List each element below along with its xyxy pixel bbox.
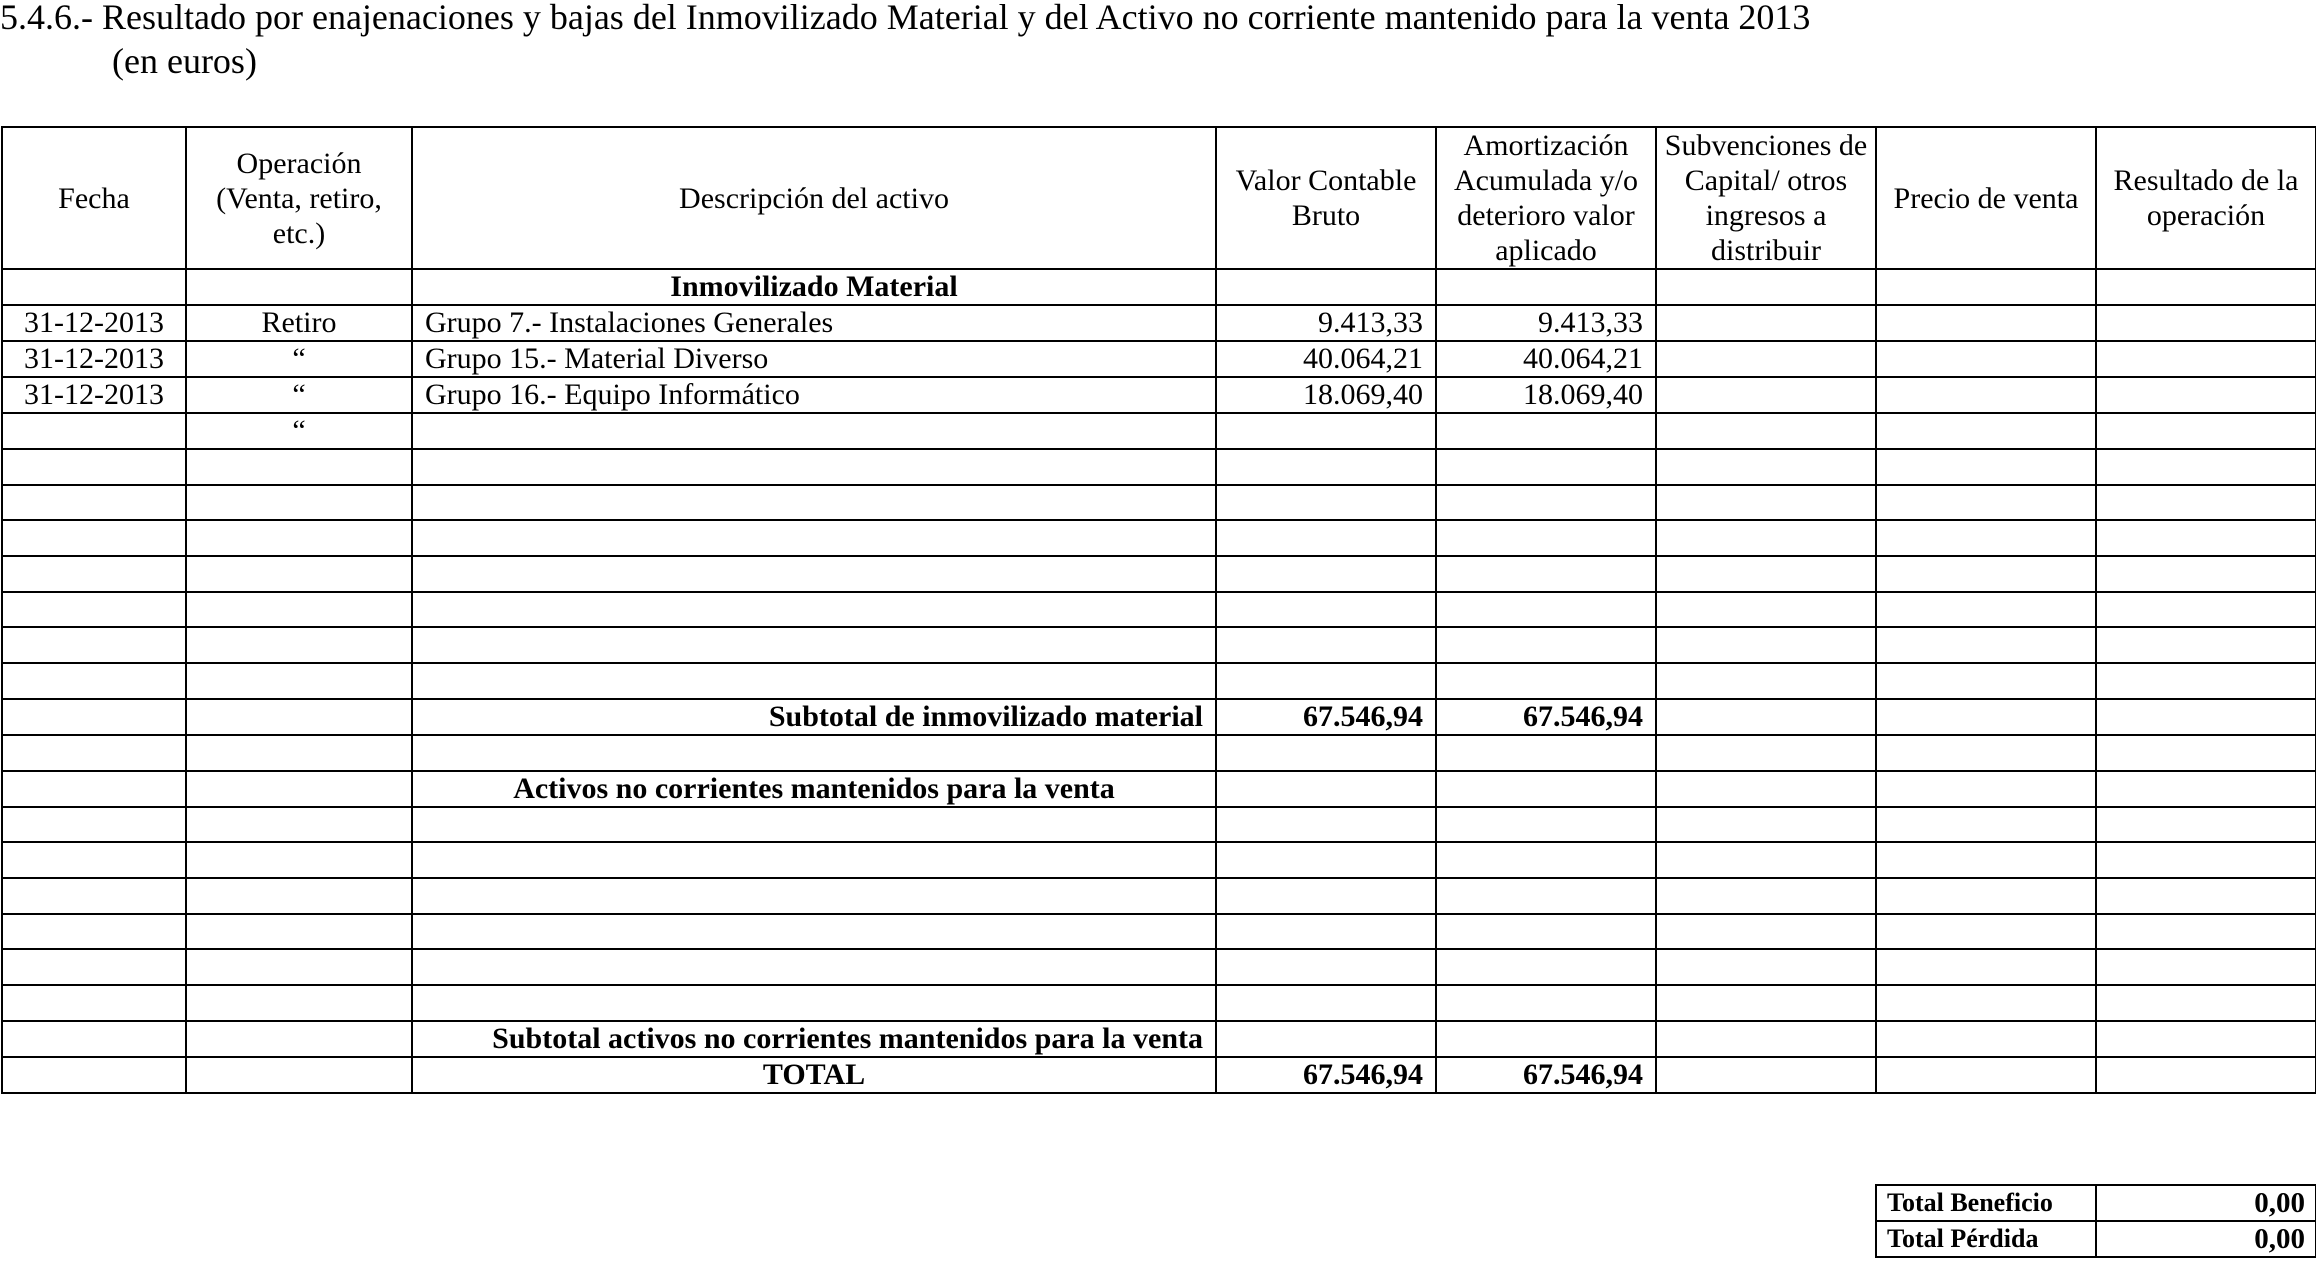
cell-operacion	[186, 1057, 412, 1093]
cell-subvenciones	[1656, 699, 1876, 735]
cell-fecha	[2, 771, 186, 807]
cell-precio-venta	[1876, 914, 2096, 950]
cell-fecha	[2, 1021, 186, 1057]
cell-descripcion	[412, 735, 1216, 771]
cell-amortizacion	[1436, 807, 1656, 843]
cell-subvenciones	[1656, 305, 1876, 341]
cell-fecha	[2, 949, 186, 985]
cell-valor-contable	[1216, 520, 1436, 556]
cell-amortizacion: 9.413,33	[1436, 305, 1656, 341]
cell-precio-venta	[1876, 1021, 2096, 1057]
cell-descripcion	[412, 449, 1216, 485]
cell-valor-contable	[1216, 592, 1436, 628]
page-title: 5.4.6.- Resultado por enajenaciones y bajas del Inmovilizado Material y del Activo no corriente mantenido para la venta 2013	[0, 0, 1811, 37]
cell-amortizacion	[1436, 413, 1656, 449]
cell-fecha: 31-12-2013	[2, 341, 186, 377]
cell-fecha	[2, 485, 186, 521]
cell-fecha	[2, 985, 186, 1021]
cell-fecha	[2, 699, 186, 735]
cell-descripcion: Grupo 16.- Equipo Informático	[412, 377, 1216, 413]
cell-resultado	[2096, 807, 2316, 843]
cell-precio-venta	[1876, 771, 2096, 807]
cell-operacion	[186, 627, 412, 663]
cell-fecha	[2, 413, 186, 449]
table-row	[2, 592, 2316, 628]
cell-amortizacion	[1436, 985, 1656, 1021]
table-row	[2, 520, 2316, 556]
cell-fecha	[2, 269, 186, 305]
cell-operacion	[186, 449, 412, 485]
cell-resultado	[2096, 305, 2316, 341]
cell-precio-venta	[1876, 269, 2096, 305]
cell-amortizacion	[1436, 520, 1656, 556]
cell-resultado	[2096, 377, 2316, 413]
cell-resultado	[2096, 878, 2316, 914]
cell-amortizacion	[1436, 269, 1656, 305]
table-row	[2, 735, 2316, 771]
cell-valor-contable	[1216, 985, 1436, 1021]
cell-precio-venta	[1876, 520, 2096, 556]
cell-descripcion: Grupo 7.- Instalaciones Generales	[412, 305, 1216, 341]
cell-resultado	[2096, 1021, 2316, 1057]
cell-descripcion	[412, 985, 1216, 1021]
cell-amortizacion	[1436, 735, 1656, 771]
cell-amortizacion	[1436, 663, 1656, 699]
cell-fecha	[2, 1057, 186, 1093]
total-beneficio-value: 0,00	[2096, 1185, 2316, 1221]
subtotal-row	[2, 1021, 2316, 1057]
cell-operacion	[186, 699, 412, 735]
cell-subvenciones	[1656, 485, 1876, 521]
cell-subvenciones	[1656, 807, 1876, 843]
cell-resultado	[2096, 842, 2316, 878]
table-row	[2, 627, 2316, 663]
cell-precio-venta	[1876, 807, 2096, 843]
cell-operacion	[186, 663, 412, 699]
cell-precio-venta	[1876, 878, 2096, 914]
cell-valor-contable	[1216, 878, 1436, 914]
cell-operacion	[186, 878, 412, 914]
cell-subvenciones	[1656, 985, 1876, 1021]
table-row	[2, 449, 2316, 485]
cell-amortizacion	[1436, 914, 1656, 950]
table-row	[2, 842, 2316, 878]
cell-valor-contable	[1216, 449, 1436, 485]
cell-operacion	[186, 592, 412, 628]
cell-valor-contable	[1216, 1021, 1436, 1057]
cell-resultado	[2096, 592, 2316, 628]
cell-resultado	[2096, 771, 2316, 807]
cell-descripcion: Subtotal activos no corrientes mantenidos para la venta	[412, 1021, 1216, 1057]
cell-amortizacion: 18.069,40	[1436, 377, 1656, 413]
cell-operacion	[186, 269, 412, 305]
cell-operacion	[186, 556, 412, 592]
cell-resultado	[2096, 914, 2316, 950]
cell-amortizacion	[1436, 556, 1656, 592]
cell-precio-venta	[1876, 699, 2096, 735]
header-amortizacion: Amortización Acumulada y/o deterioro valor aplicado	[1436, 127, 1656, 269]
cell-subvenciones	[1656, 520, 1876, 556]
cell-precio-venta	[1876, 413, 2096, 449]
cell-valor-contable	[1216, 413, 1436, 449]
cell-precio-venta	[1876, 985, 2096, 1021]
cell-amortizacion	[1436, 842, 1656, 878]
cell-resultado	[2096, 699, 2316, 735]
cell-valor-contable	[1216, 663, 1436, 699]
table-row	[2, 556, 2316, 592]
cell-valor-contable	[1216, 914, 1436, 950]
table-row	[2, 985, 2316, 1021]
cell-valor-contable	[1216, 735, 1436, 771]
cell-resultado	[2096, 1057, 2316, 1093]
cell-valor-contable: 9.413,33	[1216, 305, 1436, 341]
cell-operacion	[186, 842, 412, 878]
cell-operacion	[186, 985, 412, 1021]
cell-operacion: Retiro	[186, 305, 412, 341]
header-operacion: Operación (Venta, retiro, etc.)	[186, 127, 412, 269]
header-resultado: Resultado de la operación	[2096, 127, 2316, 269]
cell-descripcion	[412, 520, 1216, 556]
table-header-row	[2, 127, 2316, 269]
cell-valor-contable: 67.546,94	[1216, 1057, 1436, 1093]
table-row	[2, 413, 2316, 449]
cell-amortizacion	[1436, 878, 1656, 914]
disposals-table	[1, 126, 2316, 1094]
cell-resultado	[2096, 627, 2316, 663]
cell-amortizacion: 67.546,94	[1436, 1057, 1656, 1093]
cell-descripcion	[412, 878, 1216, 914]
table-row	[2, 949, 2316, 985]
cell-amortizacion: 67.546,94	[1436, 699, 1656, 735]
cell-subvenciones	[1656, 269, 1876, 305]
cell-precio-venta	[1876, 949, 2096, 985]
cell-precio-venta	[1876, 592, 2096, 628]
cell-precio-venta	[1876, 377, 2096, 413]
cell-amortizacion	[1436, 592, 1656, 628]
cell-fecha: 31-12-2013	[2, 305, 186, 341]
table-row	[2, 305, 2316, 341]
cell-valor-contable: 40.064,21	[1216, 341, 1436, 377]
cell-valor-contable	[1216, 627, 1436, 663]
total-perdida-label: Total Pérdida	[1876, 1221, 2096, 1257]
cell-operacion	[186, 520, 412, 556]
cell-precio-venta	[1876, 1057, 2096, 1093]
cell-precio-venta	[1876, 556, 2096, 592]
total-perdida-value: 0,00	[2096, 1221, 2316, 1257]
cell-descripcion: Inmovilizado Material	[412, 269, 1216, 305]
cell-descripcion	[412, 413, 1216, 449]
page-subtitle: (en euros)	[112, 41, 257, 81]
cell-operacion: “	[186, 377, 412, 413]
cell-subvenciones	[1656, 663, 1876, 699]
total-beneficio-label: Total Beneficio	[1876, 1185, 2096, 1221]
cell-resultado	[2096, 269, 2316, 305]
cell-resultado	[2096, 735, 2316, 771]
cell-valor-contable	[1216, 485, 1436, 521]
cell-operacion	[186, 914, 412, 950]
cell-fecha	[2, 627, 186, 663]
cell-descripcion	[412, 485, 1216, 521]
cell-descripcion	[412, 663, 1216, 699]
cell-valor-contable: 18.069,40	[1216, 377, 1436, 413]
cell-precio-venta	[1876, 842, 2096, 878]
cell-resultado	[2096, 341, 2316, 377]
cell-fecha	[2, 449, 186, 485]
cell-fecha	[2, 914, 186, 950]
cell-fecha	[2, 592, 186, 628]
table-row	[2, 663, 2316, 699]
cell-subvenciones	[1656, 914, 1876, 950]
cell-descripcion	[412, 627, 1216, 663]
cell-resultado	[2096, 985, 2316, 1021]
table-row	[2, 914, 2316, 950]
header-precio-venta: Precio de venta	[1876, 127, 2096, 269]
cell-operacion	[186, 771, 412, 807]
totals-table	[1875, 1184, 2316, 1258]
cell-fecha	[2, 663, 186, 699]
cell-valor-contable: 67.546,94	[1216, 699, 1436, 735]
cell-amortizacion	[1436, 949, 1656, 985]
total-beneficio-row	[1876, 1185, 2316, 1221]
cell-amortizacion	[1436, 771, 1656, 807]
cell-fecha	[2, 556, 186, 592]
cell-subvenciones	[1656, 556, 1876, 592]
header-subvenciones: Subvenciones de Capital/ otros ingresos a distribuir	[1656, 127, 1876, 269]
cell-resultado	[2096, 485, 2316, 521]
cell-precio-venta	[1876, 735, 2096, 771]
cell-descripcion: TOTAL	[412, 1057, 1216, 1093]
cell-amortizacion	[1436, 627, 1656, 663]
cell-resultado	[2096, 520, 2316, 556]
cell-subvenciones	[1656, 842, 1876, 878]
cell-resultado	[2096, 449, 2316, 485]
cell-valor-contable	[1216, 556, 1436, 592]
cell-subvenciones	[1656, 377, 1876, 413]
cell-descripcion	[412, 592, 1216, 628]
cell-descripcion	[412, 914, 1216, 950]
header-fecha: Fecha	[2, 127, 186, 269]
cell-descripcion	[412, 949, 1216, 985]
cell-precio-venta	[1876, 485, 2096, 521]
cell-fecha	[2, 735, 186, 771]
cell-amortizacion	[1436, 1021, 1656, 1057]
cell-operacion	[186, 1021, 412, 1057]
cell-descripcion	[412, 556, 1216, 592]
cell-operacion	[186, 485, 412, 521]
table-row	[2, 807, 2316, 843]
cell-amortizacion	[1436, 485, 1656, 521]
header-descripcion: Descripción del activo	[412, 127, 1216, 269]
cell-fecha	[2, 842, 186, 878]
cell-operacion: “	[186, 341, 412, 377]
cell-valor-contable	[1216, 807, 1436, 843]
cell-valor-contable	[1216, 269, 1436, 305]
table-row	[2, 485, 2316, 521]
cell-descripcion: Grupo 15.- Material Diverso	[412, 341, 1216, 377]
cell-precio-venta	[1876, 305, 2096, 341]
cell-subvenciones	[1656, 771, 1876, 807]
cell-subvenciones	[1656, 413, 1876, 449]
cell-fecha	[2, 878, 186, 914]
cell-subvenciones	[1656, 627, 1876, 663]
cell-precio-venta	[1876, 341, 2096, 377]
cell-valor-contable	[1216, 842, 1436, 878]
cell-subvenciones	[1656, 592, 1876, 628]
cell-fecha	[2, 807, 186, 843]
cell-amortizacion	[1436, 449, 1656, 485]
table-row	[2, 878, 2316, 914]
subtotal-row	[2, 699, 2316, 735]
cell-subvenciones	[1656, 341, 1876, 377]
cell-descripcion: Subtotal de inmovilizado material	[412, 699, 1216, 735]
header-valor-contable: Valor Contable Bruto	[1216, 127, 1436, 269]
cell-subvenciones	[1656, 449, 1876, 485]
table-row	[2, 341, 2316, 377]
cell-resultado	[2096, 949, 2316, 985]
table-body	[2, 269, 2316, 1093]
cell-subvenciones	[1656, 735, 1876, 771]
cell-fecha: 31-12-2013	[2, 377, 186, 413]
cell-amortizacion: 40.064,21	[1436, 341, 1656, 377]
cell-subvenciones	[1656, 949, 1876, 985]
cell-precio-venta	[1876, 663, 2096, 699]
cell-subvenciones	[1656, 878, 1876, 914]
total-perdida-row	[1876, 1221, 2316, 1257]
cell-operacion	[186, 735, 412, 771]
table-row	[2, 377, 2316, 413]
cell-valor-contable	[1216, 771, 1436, 807]
total-row	[2, 1057, 2316, 1093]
cell-valor-contable	[1216, 949, 1436, 985]
cell-operacion: “	[186, 413, 412, 449]
cell-subvenciones	[1656, 1057, 1876, 1093]
cell-descripcion	[412, 807, 1216, 843]
cell-precio-venta	[1876, 627, 2096, 663]
cell-fecha	[2, 520, 186, 556]
cell-resultado	[2096, 556, 2316, 592]
cell-operacion	[186, 807, 412, 843]
cell-subvenciones	[1656, 1021, 1876, 1057]
section-row	[2, 269, 2316, 305]
cell-resultado	[2096, 413, 2316, 449]
section-row	[2, 771, 2316, 807]
cell-precio-venta	[1876, 449, 2096, 485]
cell-operacion	[186, 949, 412, 985]
cell-resultado	[2096, 663, 2316, 699]
cell-descripcion	[412, 842, 1216, 878]
cell-descripcion: Activos no corrientes mantenidos para la venta	[412, 771, 1216, 807]
